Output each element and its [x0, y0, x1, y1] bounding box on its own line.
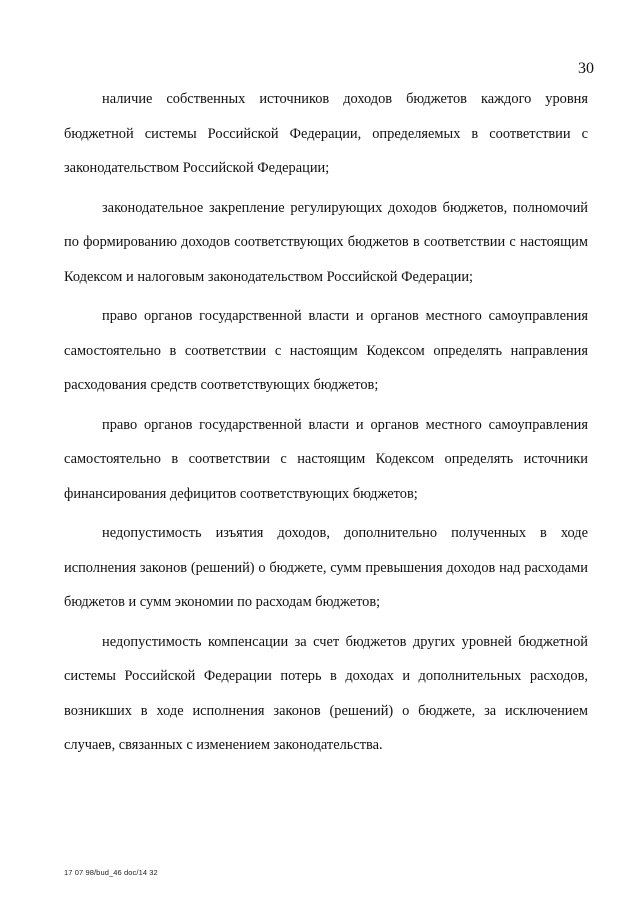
paragraph-regulating-revenues: законодательное закрепление регулирующих доходов бюджетов, полномочий по формированию доходов соответствующих бюджетов в соответствии с настоящим Кодексом и налоговым законодательством Российской Федерации; [64, 199, 588, 285]
paragraph-deficit-financing: право органов государственной власти и органов местного самоуправления самостоятельно в соответствии с настоящим Кодексом определять источники финансирования дефицитов соответствующих бюджетов; [64, 416, 588, 502]
paragraph-no-compensation-of-losses: недопустимость компенсации за счет бюджетов других уровней бюджетной системы Российской Федерации потерь в доходах и дополнительных расходов, возникших в ходе исполнения законов (решений) о бюджете, за исключением случаев, связанных с изменением законодательства. [64, 633, 588, 753]
document-body [64, 82, 588, 763]
footer-file-stamp: 17 07 98/bud_46 doc/14 32 [64, 868, 158, 877]
paragraph-expenditure-directions: право органов государственной власти и органов местного самоуправления самостоятельно в соответствии с настоящим Кодексом определять направления расходования средств соответствующих бюджетов; [64, 308, 588, 393]
page-number: 30 [578, 60, 594, 77]
paragraph-own-revenue-sources: наличие собственных источников доходов бюджетов каждого уровня бюджетной системы Российской Федерации, определяемых в соответствии с законодательством Российской Федерации; [64, 91, 588, 176]
paragraph-no-withdrawal-of-revenues: недопустимость изъятия доходов, дополнительно полученных в ходе исполнения законов (решений) о бюджете, сумм превышения доходов над расходами бюджетов и сумм экономии по расходам бюджетов; [64, 525, 588, 610]
